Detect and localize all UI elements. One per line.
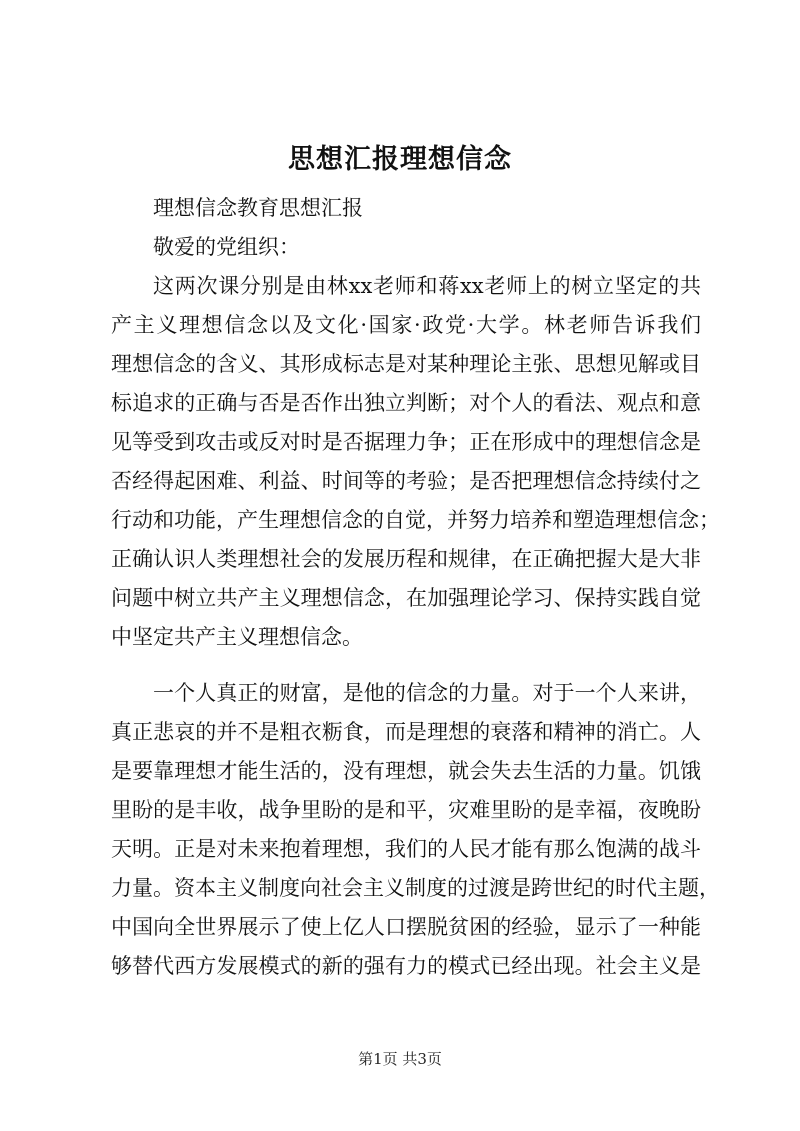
paragraph-1-line: 问题中树立共产主义理想信念，在加强理论学习、保持实践自觉 — [111, 586, 701, 610]
paragraph-1-line: 见等受到攻击或反对时是否据理力争；正在形成中的理想信念是 — [111, 430, 701, 454]
paragraph-1-line: 理想信念的含义、其形成标志是对某种理论主张、思想见解或目 — [111, 352, 701, 376]
paragraph-1-line: 产主义理想信念以及文化·国家·政党·大学。林老师告诉我们 — [111, 313, 701, 337]
paragraph-1-line: 中坚定共产主义理想信念。 — [111, 625, 363, 649]
salutation: 敬爱的党组织： — [153, 235, 300, 259]
paragraph-1-line: 这两次课分别是由林xx老师和蒋xx老师上的树立坚定的共 — [153, 274, 701, 298]
paragraph-1-line: 正确认识人类理想社会的发展历程和规律，在正确把握大是大非 — [111, 547, 701, 571]
paragraph-1-line: 标追求的正确与否是否作出独立判断；对个人的看法、观点和意 — [111, 391, 701, 415]
paragraph-2-line: 是要靠理想才能生活的，没有理想，就会失去生活的力量。饥饿 — [111, 759, 701, 783]
paragraph-1-line: 行动和功能，产生理想信念的自觉，并努力培养和塑造理想信念； — [111, 508, 720, 532]
paragraph-2-line: 天明。正是对未来抱着理想，我们的人民才能有那么饱满的战斗 — [111, 837, 701, 861]
paragraph-2-line: 力量。资本主义制度向社会主义制度的过渡是跨世纪的时代主题， — [111, 876, 720, 900]
paragraph-2-line: 够替代西方发展模式的新的强有力的模式已经出现。社会主义是 — [111, 954, 701, 978]
paragraph-2-line: 一个人真正的财富，是他的信念的力量。对于一个人来讲， — [153, 681, 701, 705]
document-title: 思想汇报理想信念 — [288, 144, 512, 175]
paragraph-1-line: 否经得起困难、利益、时间等的考验；是否把理想信念持续付之 — [111, 469, 701, 493]
paragraph-2-line: 里盼的是丰收，战争里盼的是和平，灾难里盼的是幸福，夜晚盼 — [111, 798, 701, 822]
paragraph-2-line: 真正悲哀的并不是粗衣粝食，而是理想的衰落和精神的消亡。人 — [111, 720, 701, 744]
document-subtitle: 理想信念教育思想汇报 — [153, 196, 363, 220]
page-footer: 第1页 共3页 — [358, 1050, 442, 1068]
paragraph-2-line: 中国向全世界展示了使上亿人口摆脱贫困的经验，显示了一种能 — [111, 915, 701, 939]
